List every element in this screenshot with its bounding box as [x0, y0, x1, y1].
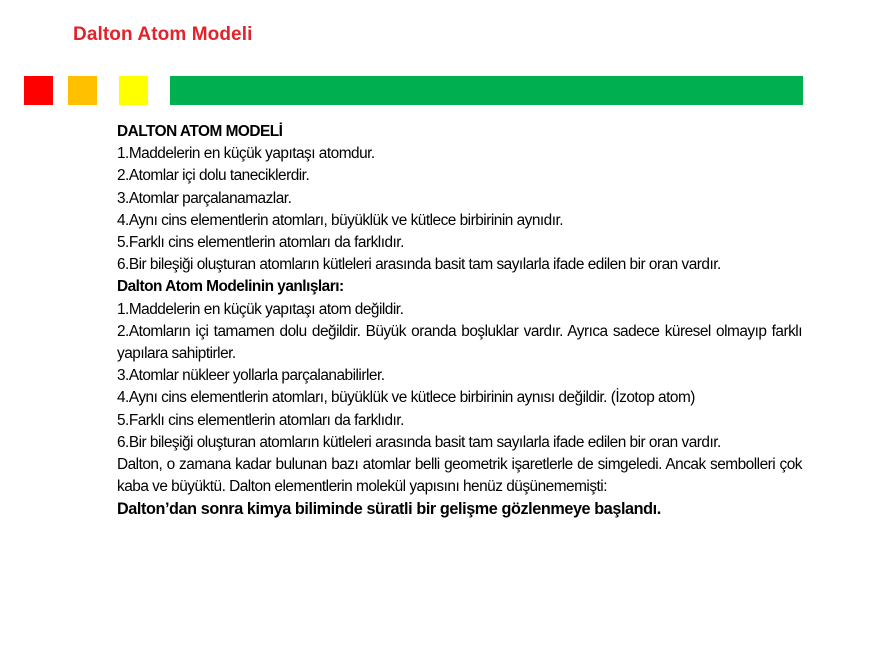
dalton-paragraph: Dalton, o zamana kadar bulunan bazı atomlar belli geometrik işaretlerle de simgeledi. Ancak sembolleri çok kaba ve büyüktü. Dalton elementlerin molekül yapısını henüz düşünememişti: — [117, 456, 802, 496]
decorative-green-bar — [170, 76, 803, 105]
decorative-orange-square — [68, 76, 97, 105]
error-1: 1.Maddelerin en küçük yapıtaşı atom değildir. — [117, 300, 404, 318]
postulate-5: 5.Farklı cins elementlerin atomları da farklıdır. — [117, 234, 404, 252]
slide-content — [117, 121, 802, 521]
errors-heading: Dalton Atom Modelinin yanlışları: — [117, 278, 344, 296]
error-4: 4.Aynı cins elementlerin atomları, büyüklük ve kütlece birbirinin aynısı değildir. (İzotop atom) — [117, 389, 695, 407]
postulate-1: 1.Maddelerin en küçük yapıtaşı atomdur. — [117, 145, 375, 163]
content-heading: DALTON ATOM MODELİ — [117, 123, 283, 140]
postulate-2: 2.Atomlar içi dolu taneciklerdir. — [117, 167, 310, 185]
error-3: 3.Atomlar nükleer yollarla parçalanabilirler. — [117, 367, 385, 385]
postulate-4: 4.Aynı cins elementlerin atomları, büyüklük ve kütlece birbirinin aynıdır. — [117, 211, 564, 229]
postulate-6: 6.Bir bileşiği oluşturan atomların kütleleri arasında basit tam sayılarla ifade edilen bir oran vardır. — [117, 256, 721, 274]
error-6: 6.Bir bileşiği oluşturan atomların kütleleri arasında basit tam sayılarla ifade edilen bir oran vardır. — [117, 433, 721, 451]
error-2: 2.Atomların içi tamamen dolu değildir. Büyük oranda boşluklar vardır. Ayrıca sadece küresel olmayıp farklı yapılara sahiptirler. — [117, 322, 802, 363]
decorative-red-square — [24, 76, 53, 105]
slide-title: Dalton Atom Modeli — [73, 24, 253, 45]
error-5: 5.Farklı cins elementlerin atomları da farklıdır. — [117, 411, 404, 429]
closing-statement: Dalton’dan sonra kimya biliminde süratli bir gelişme gözlenmeye başlandı. — [117, 500, 661, 519]
postulate-3: 3.Atomlar parçalanamazlar. — [117, 189, 292, 207]
decorative-yellow-square — [119, 76, 148, 105]
